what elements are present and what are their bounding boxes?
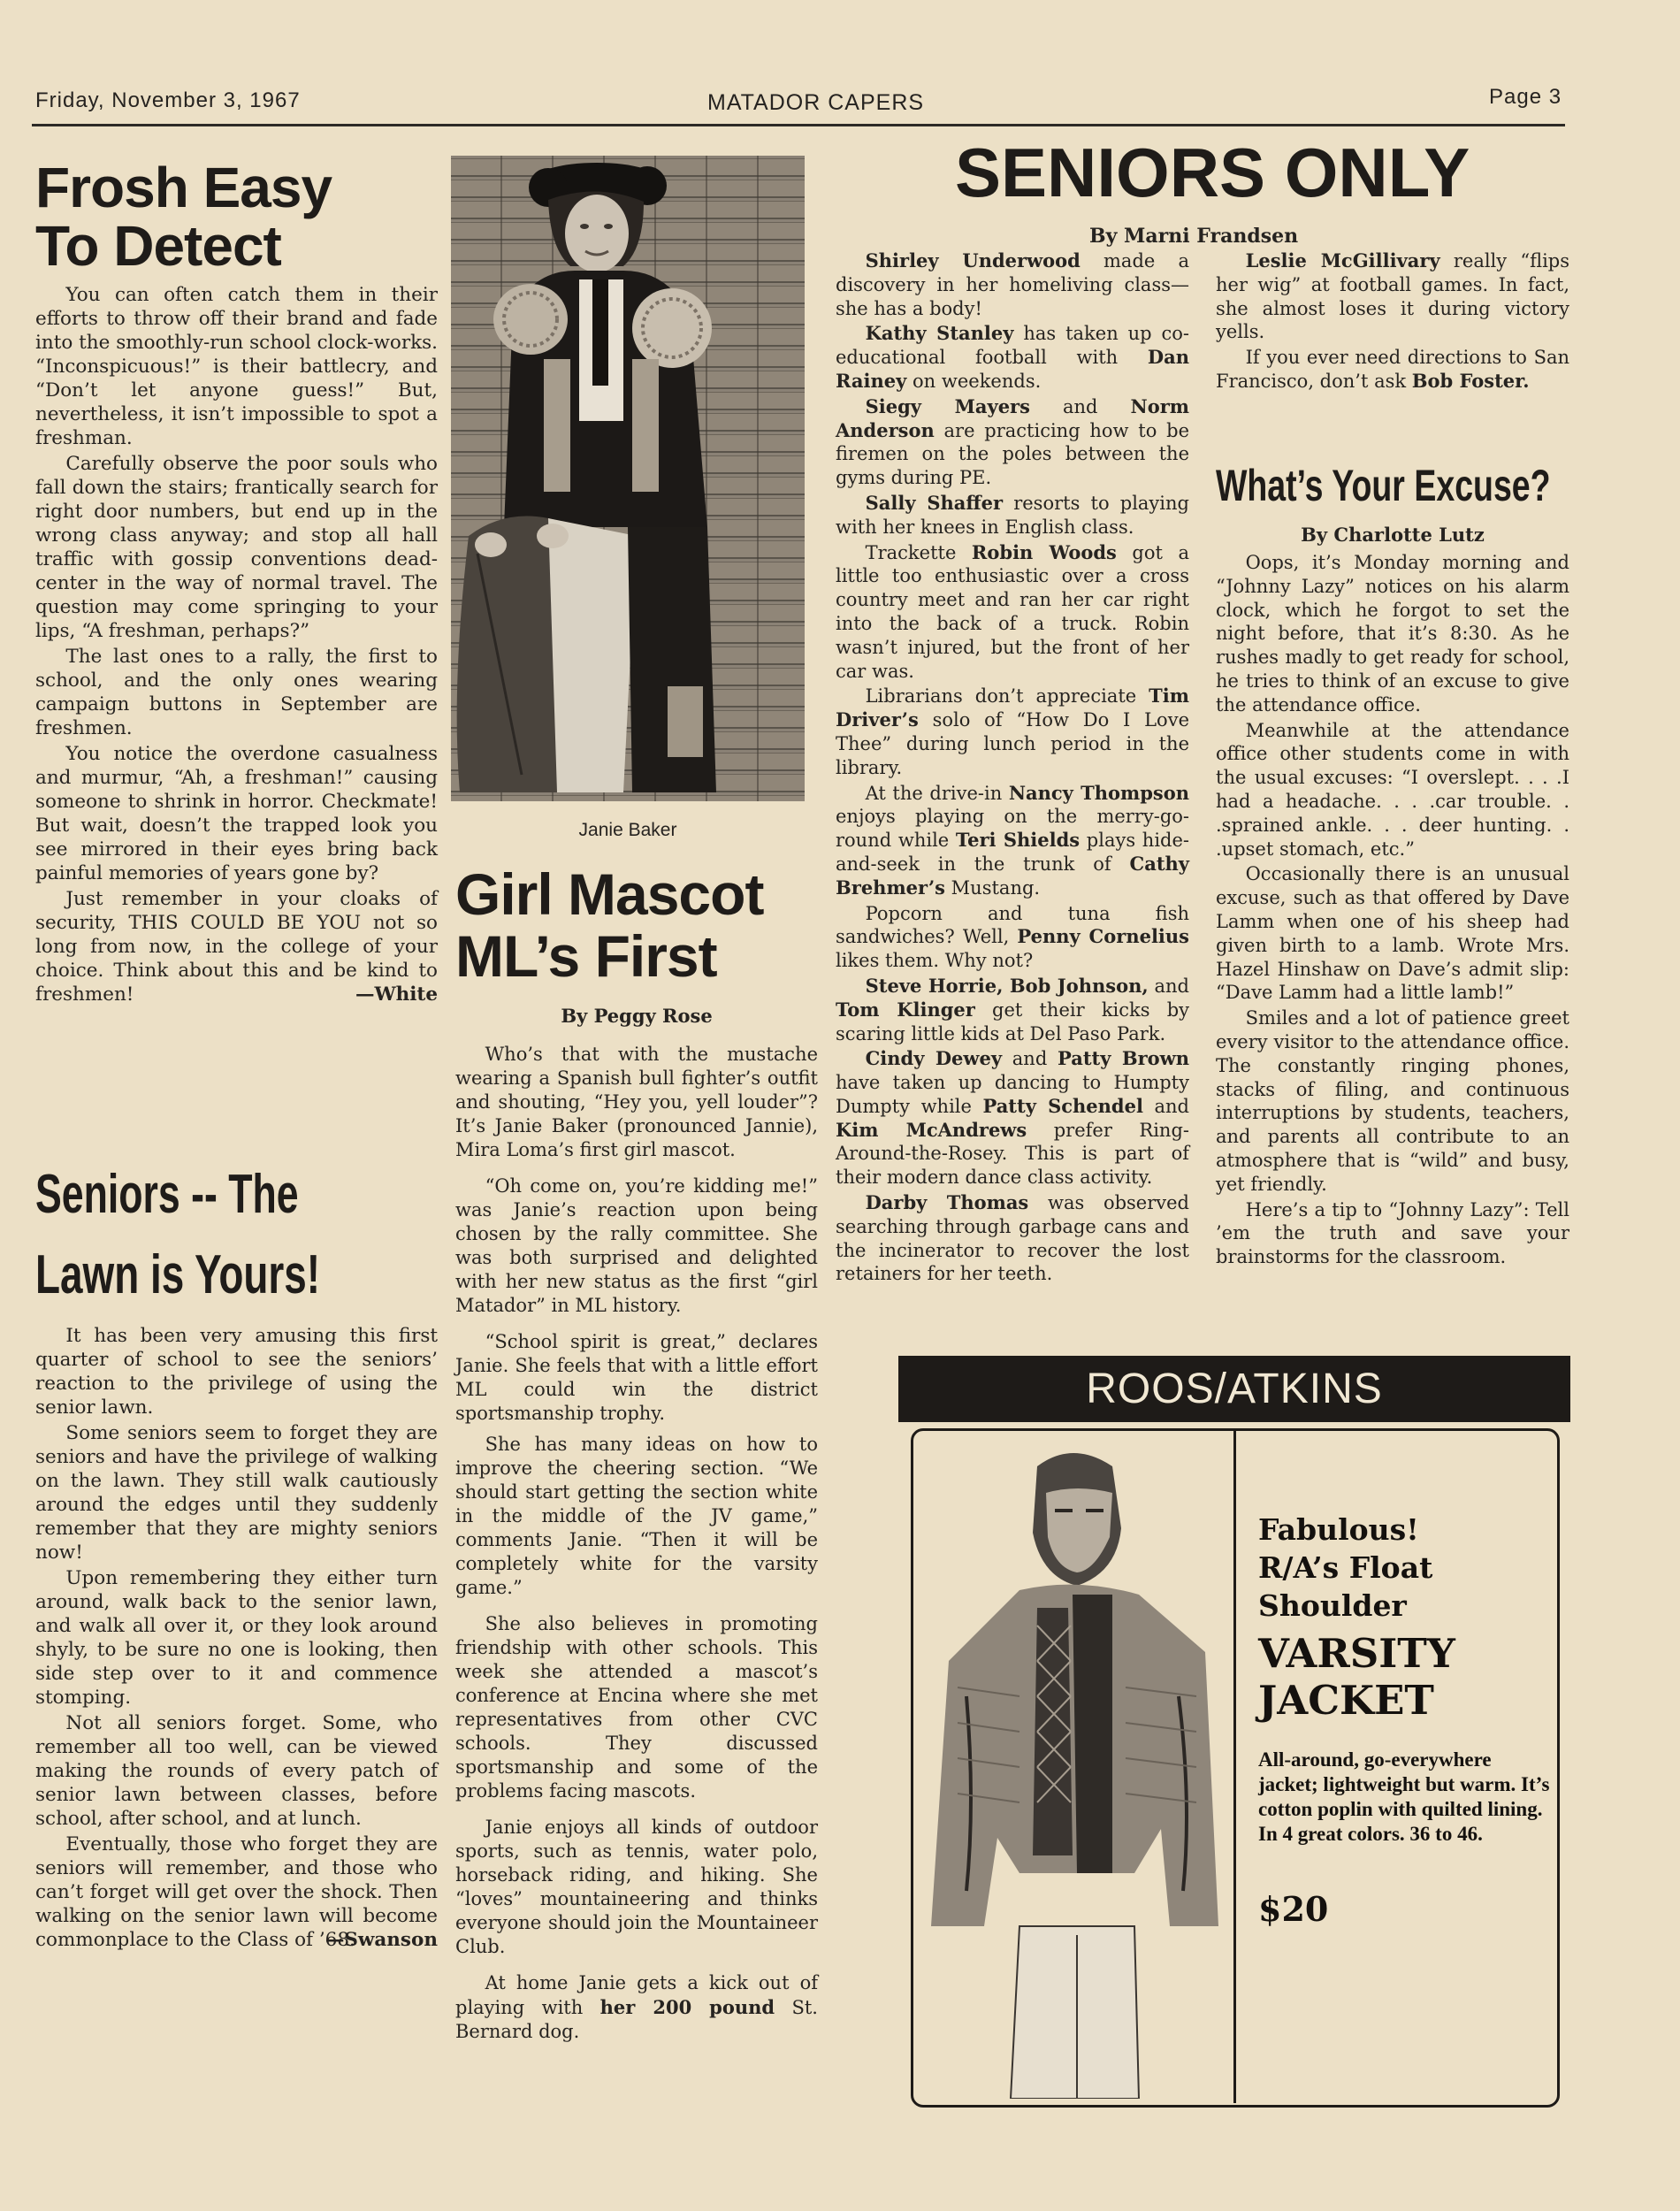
ad-divider [1233,1431,1236,2103]
mascot-paragraph: She has many ideas on how to improve the cheering section. “We should start getting the section white in the middle of the JV game,” comments Janie. “Then it will be completely white for the varsity game.” [455,1434,818,1598]
seniors-item [836,541,1189,684]
seniors-item [836,1191,1189,1286]
seniors-name: Bob Foster. [1411,369,1530,392]
lawn-headline [35,1163,438,1313]
seniors-text: have taken up dancing to Humpty Dumpty while [836,1072,1189,1117]
mascot-paragraph: Janie enjoys all kinds of outdoor sports, such as tennis, water polo, horseback riding, and hiking. She “loves” mountaineering and thinks everyone should join the Mountaineer Club. [455,1817,818,1957]
lawn-body [35,1324,438,1952]
seniors-name: Siegy Mayers [865,394,1030,417]
frosh-paragraph: You notice the overdone casualness and murmur, “Ah, a freshman!” causing someone to shrink in horror. Checkmate! But wait, doesn’t the trapped look you see mirrored in their eyes bring back painful memories of years gone by? [35,743,438,884]
frosh-paragraph: Carefully observe the poor souls who fall down the stairs; frantically search for right door numbers, but end up in the wrong class anyway; and stop all hall traffic with gossip conventions dead-center in the way of normal travel. The question may come springing to your lips, “A freshman, perhaps?” [35,453,438,642]
seniors-text: made a discovery in her homeliving class—she has a body! [836,250,1189,319]
seniors-item [836,902,1189,973]
matador-figure [451,156,805,801]
seniors-text: are practicing how to be firemen on the poles between the gyms during PE. [836,419,1189,489]
excuse-paragraph: Oops, it’s Monday morning and “Johnny Lazy” notices on his alarm clock, which he forgot to set the night before, that it’s 8:30. As he rushes madly to get ready for school, he tries to think of an excuse to give the attendance office. [1216,552,1569,715]
frosh-paragraph: You can often catch them in their efforts to throw off their brand and fade into the smoothly-run school clock-works. “Inconspicuous!” is their battlecry, and “Don’t let anyone guess!” But, nevertheless, it isn’t impossible to spot a freshman. [35,284,438,449]
seniors-text: and [1148,975,1189,997]
seniors-item [836,782,1189,900]
seniors-text: At the drive-in [865,782,1009,804]
seniors-text: and [1142,1095,1189,1117]
seniors-item [836,492,1189,539]
lawn-paragraph: It has been very amusing this first quarter of school to see the seniors’ reaction to the privilege of using the senior lawn. [35,1325,438,1419]
lawn-headline-line2: Lawn is Yours! [35,1244,321,1305]
seniors-name: Dan Rainey [836,346,1189,392]
ad-frame [911,1428,1560,2108]
seniors-item [1216,346,1569,394]
seniors-item [836,685,1189,779]
seniors-name: Patty Brown [1058,1047,1189,1070]
mascot-text: St. Bernard dog. [455,1997,818,2042]
excuse-byline: By Charlotte Lutz [1301,524,1485,546]
photo-caption: Janie Baker [578,820,677,840]
mascot-paragraph: “School spirit is great,” declares Janie. She feels that with a little effort ML could win the district sportsmanship trophy. [455,1331,818,1424]
seniors-text: and [1029,395,1131,417]
lawn-paragraph: Not all seniors forget. Some, who remember all too well, can be viewed making the rounds of every patch of senior lawn between classes, before school, after school, and at lunch. [35,1712,438,1830]
seniors-text: really “flips her wig” at football games. In fact, she almost loses it during victory yells. [1216,250,1570,343]
seniors-column-2 [1216,249,1569,395]
seniors-name: Kathy Stanley [865,322,1014,345]
seniors-name: Cindy Dewey [865,1047,1003,1070]
seniors-text: If you ever need directions to San Francisco, don’t ask [1216,347,1569,392]
seniors-name: Kim McAndrews [836,1118,1027,1141]
excuse-paragraph: Meanwhile at the attendance office other students come in with the usual excuses: “I overslept. . . .I had a headache. . . .car trouble. . .sprained ankle. . . deer hunting. . .upset stomach, etc.” [1216,719,1569,860]
seniors-name: Patty Schendel [982,1094,1143,1117]
mascot-body [455,1043,818,2044]
ad-line-1: Fabulous! [1258,1512,1419,1547]
seniors-name: Penny Cornelius [1017,925,1189,948]
lawn-article [35,1163,438,1952]
ad-brand: ROOS/ATKINS [898,1356,1570,1422]
ad-body: All-around, go-everywhere jacket; lightweight but warm. It’s cotton poplin with quilted lining. In 4 great colors. 36 to 46. [1258,1748,1550,1845]
seniors-text: Mustang. [945,876,1041,899]
excuse-headline: What’s Your Excuse? [1216,461,1551,510]
frosh-paragraph: Just remember in your cloaks of security, THIS COULD BE YOU not so long from now, in the college of your choice. Think about this and be kind to freshmen! [35,888,438,1006]
mascot-paragraph: “Oh come on, you’re kidding me!” was Janie’s reaction upon being chosen by the rally committee. She was both surprised and delighted with her new status as the first “girl Matador” in ML history. [455,1175,818,1316]
mascot-headline [455,861,818,989]
lawn-paragraph: Upon remembering they either turn around, walk back to the senior lawn, and walk all over it, or they look around shyly, to be sure no one is looking, then side step over to it and commence stomping. [35,1567,438,1709]
lawn-signature: —Swanson [325,1929,438,1951]
issue-date: Friday, November 3, 1967 [35,88,301,112]
seniors-text: plays hide-and-seek in the trunk of [836,830,1189,875]
seniors-item [1216,249,1569,344]
lawn-headline-line1: Seniors -- The [35,1164,299,1225]
mascot-article [455,861,818,2044]
seniors-name: Sally Shaffer [865,491,1004,514]
seniors-item [836,975,1189,1045]
mascot-byline: By Peggy Rose [561,1005,713,1027]
seniors-name: Steve Horrie, Bob Johnson, [865,974,1149,997]
mascot-headline-line1: Girl Mascot [455,861,764,927]
seniors-item [836,249,1189,320]
seniors-text: Trackette [865,541,972,563]
seniors-text: was observed searching through garbage cans and the incinerator to recover the lost retainers for her teeth. [836,1192,1190,1285]
lawn-paragraph: Eventually, those who forget they are seniors will remember, and those who can’t forget will get over the shock. Then walking on the senior lawn will become commonplace to the Class of ’68. [35,1833,438,1951]
excuse-paragraph: Occasionally there is an unusual excuse, such as that offered by Dave Lamm when one of his sheep had given birth to a lamb. Wrote Mrs. Hazel Hinshaw on Dave’s admit slip: “Dave Lamm had a little lamb!” [1216,863,1569,1004]
ad-line-2: R/A’s Float [1258,1550,1433,1585]
seniors-name: Leslie McGillivary [1245,249,1440,272]
seniors-item [836,395,1189,490]
masthead-rule [32,124,1565,126]
seniors-text: prefer Ring-Around-the-Rosey. This is part of their modern dance class activity. [836,1119,1189,1189]
seniors-text: get their kicks by scaring little kids at Del Paso Park. [836,998,1189,1044]
seniors-text: Popcorn and tuna fish sandwiches? Well, [836,902,1189,948]
seniors-name: Robin Woods [971,540,1117,563]
frosh-headline-line2: To Detect [35,214,281,278]
seniors-headline: SENIORS ONLY [955,134,1470,211]
seniors-text: resorts to playing with her knees in English class. [836,492,1189,538]
ad-line-5: JACKET [1258,1677,1434,1724]
seniors-text: has taken up co-educational football with [836,323,1189,369]
mascot-paragraph [455,1971,818,2044]
excuse-body [1216,551,1569,1269]
ad-line-4: VARSITY [1258,1630,1455,1677]
seniors-column-1 [836,249,1189,1288]
seniors-text: on weekends. [906,370,1042,392]
seniors-text: enjoys playing on the merry-go-round while [836,806,1189,852]
mascot-text: At home Janie gets a kick out of playing with [455,1972,818,2018]
ad-line-3: Shoulder [1258,1588,1407,1623]
frosh-paragraph: The last ones to a rally, the first to school, and the only ones wearing campaign buttons in September are freshmen. [35,646,438,739]
seniors-text: solo of “How Do I Love Thee” during lunch period in the library. [836,709,1189,778]
mascot-headline-line2: ML’s First [455,923,717,989]
frosh-signature: —White [355,983,438,1006]
seniors-item [836,322,1189,393]
seniors-text: and [1002,1048,1058,1070]
mascot-paragraph: She also believes in promoting friendship with other schools. This week she attended a mascot’s conference at Encina where she met representatives from other CVC schools. They discussed sportsmanship and some of the problems facing mascots. [455,1613,818,1802]
jacket-model-illustration [913,1431,1232,2099]
frosh-headline-line1: Frosh Easy [35,156,332,219]
seniors-text: Librarians don’t appreciate [865,685,1149,708]
seniors-name: Tim Driver’s [836,685,1189,731]
seniors-byline: By Marni Frandsen [1089,225,1299,248]
excuse-paragraph: Here’s a tip to “Johnny Lazy”: Tell ’em the truth and save your brainstorms for the classroom. [1216,1198,1569,1268]
seniors-name: Tom Klinger [836,998,975,1021]
seniors-name: Cathy Brehmer’s [836,852,1189,899]
ad-price: $20 [1258,1889,1329,1929]
mascot-paragraph: Who’s that with the mustache wearing a Spanish bull fighter’s outfit and shouting, “Hey you, yell louder”? It’s Janie Baker (pronounced Jannie), Mira Loma’s first girl mascot. [455,1044,818,1160]
seniors-name: Teri Shields [955,829,1081,852]
seniors-text: likes them. Why not? [836,950,1034,972]
lawn-paragraph: Some seniors seem to forget they are seniors and have the privilege of walking on the lawn. They still walk cautiously around the edges until they suddenly remember that they are mighty seniors now! [35,1422,438,1564]
seniors-text: got a little too enthusiastic over a cross country meet and ran her car right into the back of a truck. Robin wasn’t injured, but the front of her car was. [836,541,1189,682]
frosh-headline [35,156,438,278]
mascot-text-bold: her 200 pound [599,1996,775,2018]
excuse-paragraph: Smiles and a lot of patience greet every visitor to the attendance office. The constantly ringing phones, stacks of filing, and continuous interruptions by students, teachers, and parents all contribute to an atmosphere that is “wild” and busy, yet friendly. [1216,1007,1569,1195]
page-number: Page 3 [1489,85,1562,109]
mascot-photo [451,156,805,801]
seniors-name: Norm Anderson [836,394,1189,441]
frosh-body [35,283,438,1006]
paper-name: MATADOR CAPERS [707,90,925,115]
seniors-name: Darby Thomas [865,1191,1029,1214]
excuse-article [1216,460,1569,1271]
frosh-article [35,156,438,1006]
seniors-name: Nancy Thompson [1008,781,1189,804]
roos-atkins-ad [898,1356,1570,2116]
seniors-item [836,1047,1189,1190]
seniors-name: Shirley Underwood [865,249,1081,272]
